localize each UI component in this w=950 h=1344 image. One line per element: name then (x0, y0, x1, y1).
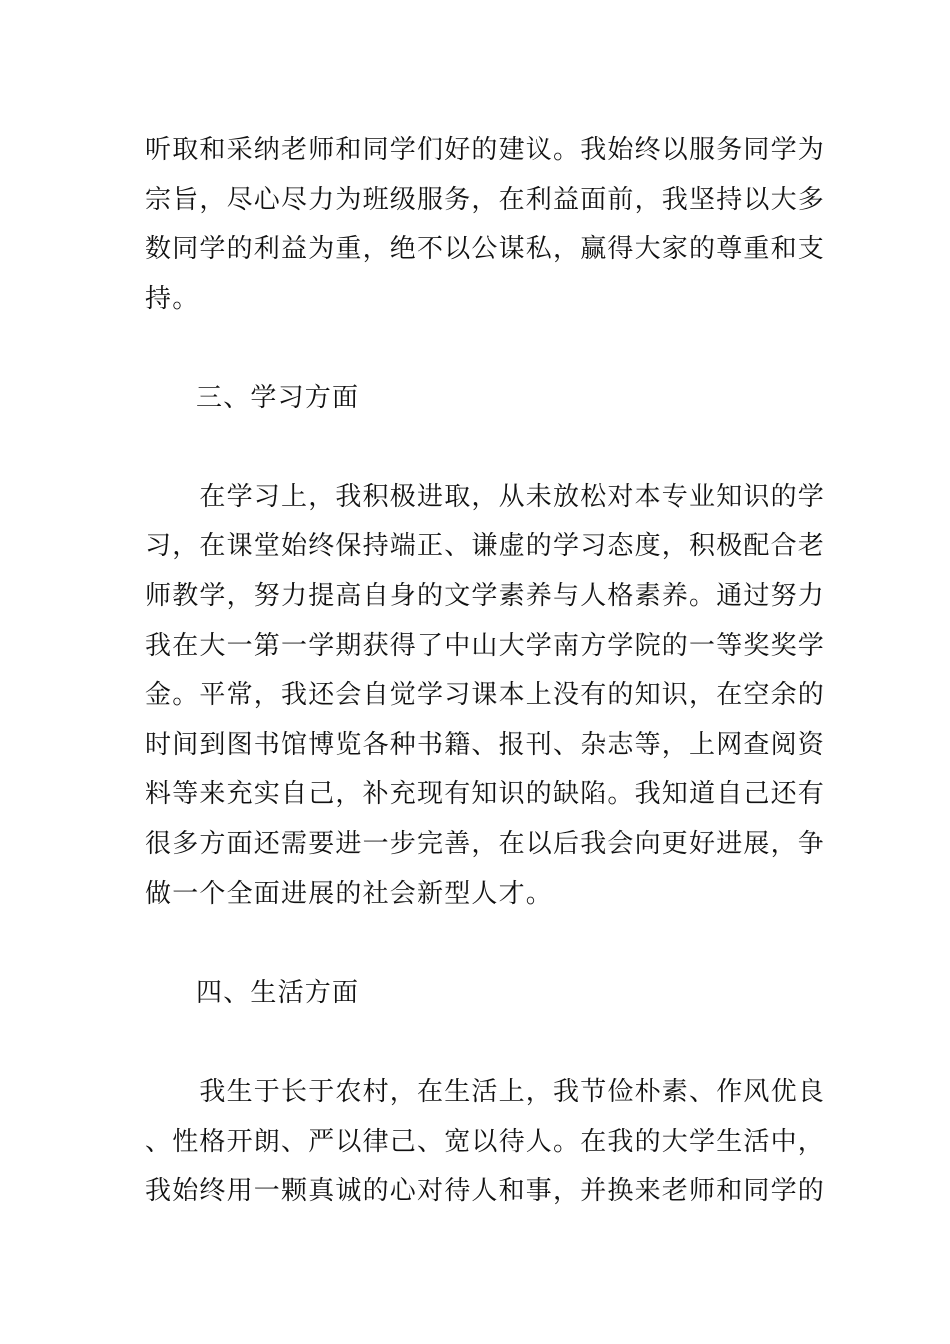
text-line: 习，在课堂始终保持端正、谦虚的学习态度，积极配合老 (145, 531, 826, 561)
section-heading-study: 三、学习方面 (196, 383, 360, 413)
text-line: 师教学，努力提高自身的文学素养与人格素养。通过努力 (145, 581, 826, 611)
text-line: 我始终用一颗真诚的心对待人和事，并换来老师和同学的 (145, 1176, 826, 1206)
text-line: 很多方面还需要进一步完善，在以后我会向更好进展，争 (145, 829, 826, 859)
text-line: 数同学的利益为重，绝不以公谋私，赢得大家的尊重和支 (145, 234, 826, 264)
text-line: 宗旨，尽心尽力为班级服务，在利益面前，我坚持以大多 (145, 185, 826, 215)
text-line: 我在大一第一学期获得了中山大学南方学院的一等奖奖学 (145, 631, 826, 661)
text-line: 料等来充实自己，补充现有知识的缺陷。我知道自己还有 (145, 779, 826, 809)
text-line: 持。 (145, 284, 200, 314)
text-line: 金。平常，我还会自觉学习课本上没有的知识，在空余的 (145, 680, 826, 710)
text-line: 时间到图书馆博览各种书籍、报刊、杂志等，上网查阅资 (145, 730, 826, 760)
text-line: 在学习上，我积极进取，从未放松对本专业知识的学 (145, 482, 826, 512)
text-line: 做一个全面进展的社会新型人才。 (145, 879, 554, 909)
section-heading-life: 四、生活方面 (196, 978, 360, 1008)
text-line: 我生于长于农村，在生活上，我节俭朴素、作风优良 (145, 1077, 826, 1107)
text-line: 听取和采纳老师和同学们好的建议。我始终以服务同学为 (145, 135, 826, 165)
text-line: 、性格开朗、严以律己、宽以待人。在我的大学生活中， (145, 1127, 826, 1157)
